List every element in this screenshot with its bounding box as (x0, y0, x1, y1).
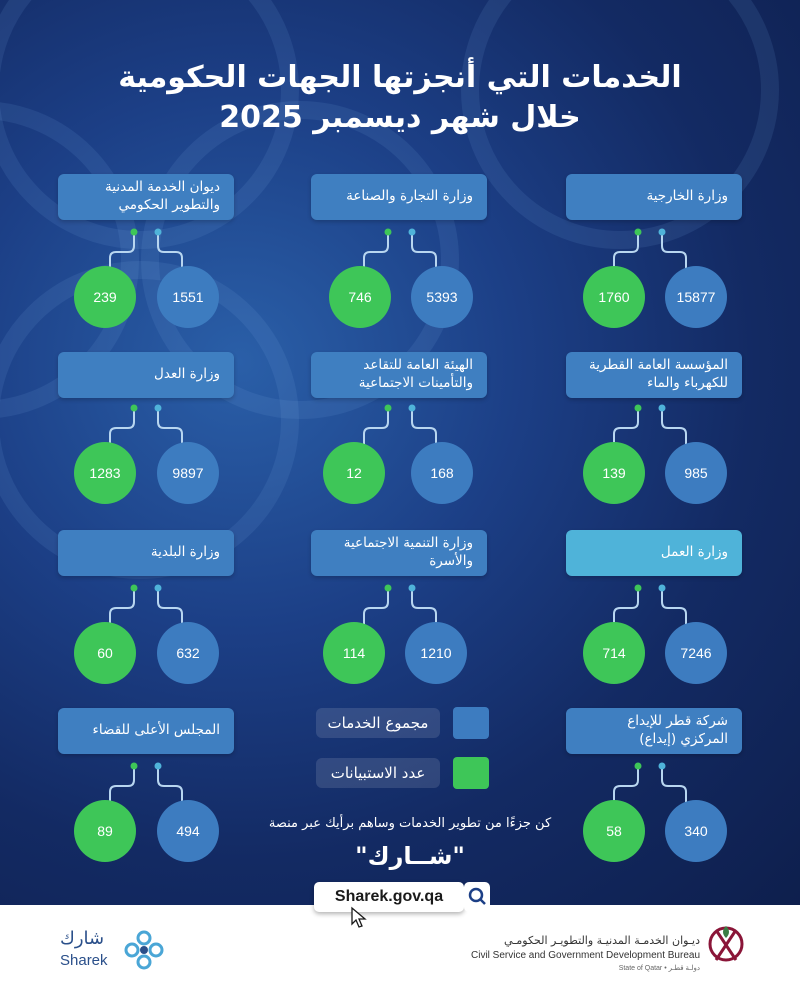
entity-label-kahramaa: المؤسسة العامة القطرية للكهرباء والماء (566, 352, 742, 398)
bureau-name-ar: ديـوان الخدمـة المدنيـة والتطويـر الحكومـي (504, 934, 700, 947)
legend-label-surveys: عدد الاستبيانات (316, 758, 440, 788)
entity-label-edaa: شركة قطر للإيداع المركزي (إيداع) (566, 708, 742, 754)
cursor-icon (350, 906, 368, 930)
cta-text: كن جزءًا من تطوير الخدمات وساهم برأيك عبر منصة (268, 816, 552, 831)
total-services-judicial-council: 494 (157, 800, 219, 862)
total-services-municipality: 632 (157, 622, 219, 684)
entity-label-pension-authority: الهيئة العامة للتقاعد والتأمينات الاجتماعية (311, 352, 487, 398)
search-button[interactable] (464, 882, 490, 912)
surveys-count-pension-authority: 12 (323, 442, 385, 504)
surveys-count-judicial-council: 89 (74, 800, 136, 862)
surveys-count-labour: 714 (583, 622, 645, 684)
total-services-commerce-industry: 5393 (411, 266, 473, 328)
entity-label-commerce-industry: وزارة التجارة والصناعة (311, 174, 487, 220)
page-subtitle: خلال شهر ديسمبر 2025 (219, 100, 581, 135)
surveys-count-commerce-industry: 746 (329, 266, 391, 328)
sharek-logo-text-ar: شارك (60, 928, 105, 949)
sharek-logo-text-en: Sharek (60, 952, 108, 969)
entity-label-social-development: وزارة التنمية الاجتماعية والأسرة (311, 530, 487, 576)
total-services-kahramaa: 985 (665, 442, 727, 504)
entity-label-civil-service-bureau: ديوان الخدمة المدنية والتطوير الحكومي (58, 174, 234, 220)
page-title: الخدمات التي أنجزتها الجهات الحكومية (118, 60, 682, 95)
surveys-count-foreign-affairs: 1760 (583, 266, 645, 328)
total-services-edaa: 340 (665, 800, 727, 862)
entity-label-justice: وزارة العدل (58, 352, 234, 398)
surveys-count-civil-service-bureau: 239 (74, 266, 136, 328)
surveys-count-kahramaa: 139 (583, 442, 645, 504)
entity-label-municipality: وزارة البلدية (58, 530, 234, 576)
surveys-count-social-development: 114 (323, 622, 385, 684)
entity-label-foreign-affairs: وزارة الخارجية (566, 174, 742, 220)
total-services-labour: 7246 (665, 622, 727, 684)
surveys-count-edaa: 58 (583, 800, 645, 862)
legend-label-total: مجموع الخدمات (316, 708, 440, 738)
cta-brand: "شــارك" (355, 842, 465, 870)
search-icon (464, 882, 490, 912)
total-services-pension-authority: 168 (411, 442, 473, 504)
legend-swatch-total (453, 707, 489, 739)
total-services-justice: 9897 (157, 442, 219, 504)
bureau-name-en: Civil Service and Government Development Bureau (471, 950, 700, 961)
sharek-logo-icon (122, 928, 166, 972)
state-of-qatar-text: State of Qatar • دولـة قطـر (618, 965, 700, 972)
surveys-count-municipality: 60 (74, 622, 136, 684)
qatar-emblem-icon (704, 920, 748, 972)
entity-label-judicial-council: المجلس الأعلى للقضاء (58, 708, 234, 754)
legend-swatch-surveys (453, 757, 489, 789)
sharek-url-link[interactable]: Sharek.gov.qa (314, 882, 464, 912)
total-services-foreign-affairs: 15877 (665, 266, 727, 328)
total-services-social-development: 1210 (405, 622, 467, 684)
total-services-civil-service-bureau: 1551 (157, 266, 219, 328)
surveys-count-justice: 1283 (74, 442, 136, 504)
entity-label-labour: وزارة العمل (566, 530, 742, 576)
